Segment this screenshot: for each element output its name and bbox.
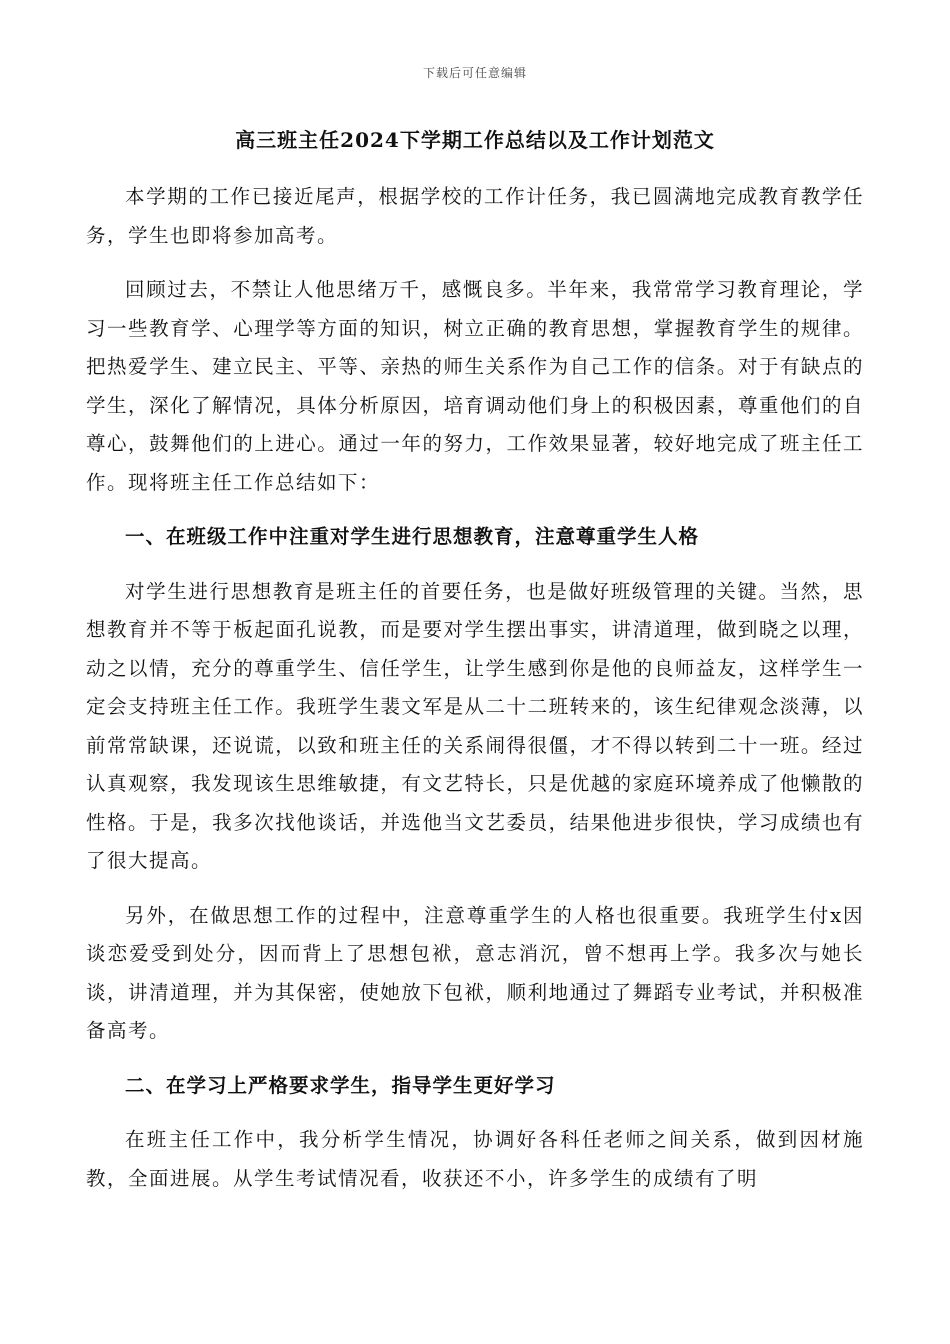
- page-title: 高三班主任2024下学期工作总结以及工作计划范文: [235, 128, 715, 152]
- section-1-heading: 一、在班级工作中注重对学生进行思想教育，注意尊重学生人格: [125, 525, 700, 548]
- intro-paragraph-1: 本学期的工作已接近尾声，根据学校的工作计任务，我已圆满地完成教育教学任务，学生也即将参加高考。: [86, 185, 864, 247]
- section-1-paragraph-2: 另外，在做思想工作的过程中，注意尊重学生的人格也很重要。我班学生付x因谈恋爱受到处分，因而背上了思想包袱，意志消沉，曾不想再上学。我多次与她长谈，讲清道理，并为其保密，使她放下包袱，顺利地通过了舞蹈专业考试，并积极准备高考。: [86, 903, 864, 1042]
- section-2-heading: 二、在学习上严格要求学生，指导学生更好学习: [125, 1073, 556, 1097]
- section-2-paragraph-1: 在班主任工作中，我分析学生情况，协调好各科任老师之间关系，做到因材施教，全面进展。从学生考试情况看，收获还不小，许多学生的成绩有了明: [86, 1128, 864, 1190]
- header-note: 下载后可任意编辑: [422, 66, 527, 80]
- section-1-paragraph-1: 对学生进行思想教育是班主任的首要任务，也是做好班级管理的关键。当然，思想教育并不等于板起面孔说教，而是要对学生摆出事实，讲清道理，做到晓之以理，动之以情，充分的尊重学生、信任学生，让学生感到你是他的良师益友，这样学生一定会支持班主任工作。我班学生裴文军是从二十二班转来的，该生纪律观念淡薄，以前常常缺课，还说谎，以致和班主任的关系闹得很僵，才不得以转到二十一班。经过认真观察，我发现该生思维敏捷，有文艺特长，只是优越的家庭环境养成了他懒散的性格。于是，我多次找他谈话，并选他当文艺委员，结果他进步很快，学习成绩也有了很大提高。: [86, 579, 864, 872]
- document-body: [86, 178, 864, 1214]
- intro-paragraph-2: 回顾过去，不禁让人他思绪万千，感慨良多。半年来，我常常学习教育理论，学习一些教育学、心理学等方面的知识，树立正确的教育思想，掌握教育学生的规律。把热爱学生、建立民主、平等、亲热的师生关系作为自己工作的信条。对于有缺点的学生，深化了解情况，具体分析原因，培育调动他们身上的积极因素，尊重他们的自尊心，鼓舞他们的上进心。通过一年的努力，工作效果显著，较好地完成了班主任工作。现将班主任工作总结如下：: [86, 278, 864, 494]
